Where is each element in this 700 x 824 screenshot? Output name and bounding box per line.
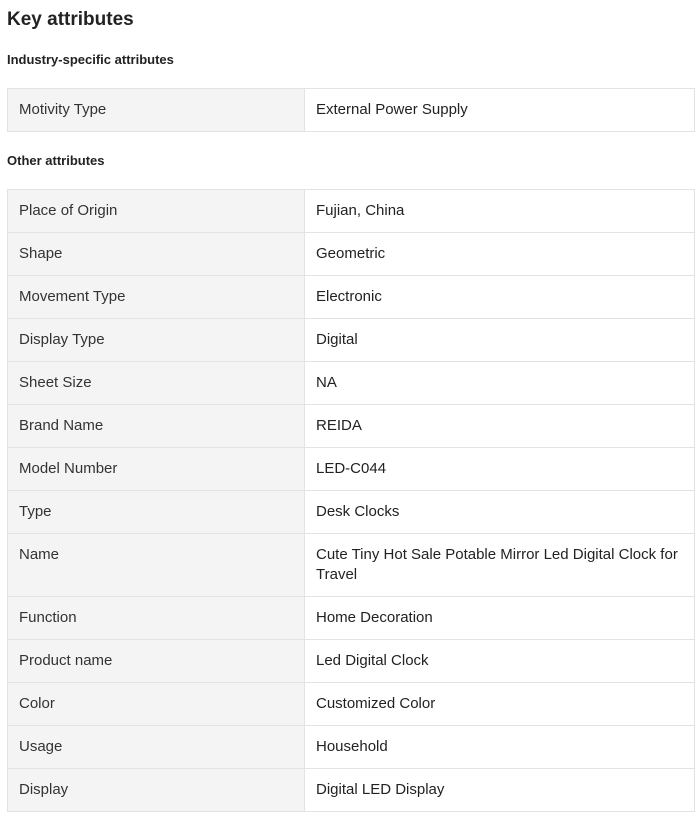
attribute-key: Name xyxy=(8,534,305,597)
attribute-key: Type xyxy=(8,491,305,534)
attribute-value: Customized Color xyxy=(305,683,695,726)
attribute-key: Display xyxy=(8,769,305,812)
attribute-value: Cute Tiny Hot Sale Potable Mirror Led Digital Clock for Travel xyxy=(305,534,695,597)
table-row xyxy=(8,683,695,726)
attribute-key: Color xyxy=(8,683,305,726)
table-row xyxy=(8,448,695,491)
attribute-value: Led Digital Clock xyxy=(305,640,695,683)
attribute-value: External Power Supply xyxy=(305,89,695,132)
attribute-value: NA xyxy=(305,362,695,405)
page-title: Key attributes xyxy=(7,9,134,30)
attribute-key: Model Number xyxy=(8,448,305,491)
attribute-key: Place of Origin xyxy=(8,190,305,233)
attribute-value: Home Decoration xyxy=(305,597,695,640)
attribute-value: Desk Clocks xyxy=(305,491,695,534)
table-row xyxy=(8,597,695,640)
attribute-key: Movement Type xyxy=(8,276,305,319)
attribute-value: Electronic xyxy=(305,276,695,319)
attribute-value: Digital LED Display xyxy=(305,769,695,812)
table-row xyxy=(8,233,695,276)
table-row xyxy=(8,726,695,769)
attribute-key: Shape xyxy=(8,233,305,276)
attribute-key: Usage xyxy=(8,726,305,769)
table-row xyxy=(8,190,695,233)
attribute-value: Household xyxy=(305,726,695,769)
table-row xyxy=(8,640,695,683)
table-row xyxy=(8,362,695,405)
other-attributes-table xyxy=(7,189,695,812)
attribute-value: LED-C044 xyxy=(305,448,695,491)
attribute-key: Brand Name xyxy=(8,405,305,448)
section-heading-industry-specific: Industry-specific attributes xyxy=(7,52,174,67)
section-heading-other: Other attributes xyxy=(7,153,105,168)
attribute-value: Fujian, China xyxy=(305,190,695,233)
industry-attributes-table xyxy=(7,88,695,132)
table-row xyxy=(8,89,695,132)
table-row xyxy=(8,769,695,812)
attribute-key: Function xyxy=(8,597,305,640)
attribute-value: Digital xyxy=(305,319,695,362)
attribute-key: Product name xyxy=(8,640,305,683)
table-row xyxy=(8,534,695,597)
attribute-value: REIDA xyxy=(305,405,695,448)
attribute-value: Geometric xyxy=(305,233,695,276)
attribute-key: Motivity Type xyxy=(8,89,305,132)
attribute-key: Sheet Size xyxy=(8,362,305,405)
table-row xyxy=(8,491,695,534)
table-row xyxy=(8,319,695,362)
attribute-key: Display Type xyxy=(8,319,305,362)
table-row xyxy=(8,276,695,319)
table-row xyxy=(8,405,695,448)
